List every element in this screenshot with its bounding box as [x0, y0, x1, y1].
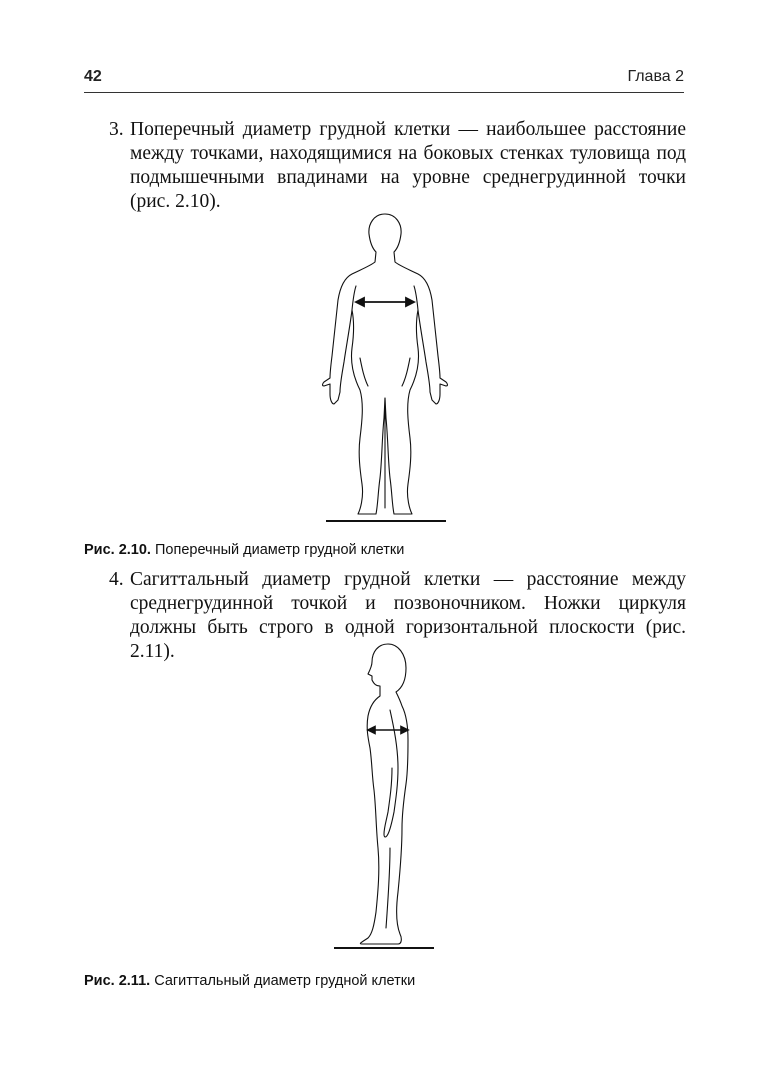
paragraph-sagittal-diameter: Сагиттальный диаметр грудной клетки — расстояние между среднегрудинной точкой и позвоночником. Ножки циркуля должны быть строго в одной горизонтальной плоскости (рис. 2.11). [130, 569, 686, 662]
header-rule [84, 92, 684, 93]
list-number-3: 3. [109, 119, 124, 140]
paragraph-transverse-diameter: Поперечный диаметр грудной клетки — наибольшее расстояние между точками, находящимися на боковых стенках туловища под подмышечными впадинами на уровне среднегрудинной точки (рис. 2.10). [130, 119, 686, 212]
figure-front-view [318, 208, 452, 528]
body-outline [360, 644, 408, 944]
figure-label-2-11: Рис. 2.11. [84, 973, 151, 989]
figure-label-2-10: Рис. 2.10. [84, 542, 151, 558]
figure-side-view [332, 638, 436, 952]
figure-caption-text-2-11: Сагиттальный диаметр грудной клетки [154, 973, 416, 989]
figure-caption-2-10 [84, 542, 404, 558]
chapter-title: Глава 2 [627, 68, 684, 85]
figure-caption-2-11 [84, 973, 415, 989]
page-number: 42 [84, 68, 102, 85]
list-number-4: 4. [109, 569, 124, 590]
figure-caption-text-2-10: Поперечный диаметр грудной клетки [155, 542, 405, 558]
